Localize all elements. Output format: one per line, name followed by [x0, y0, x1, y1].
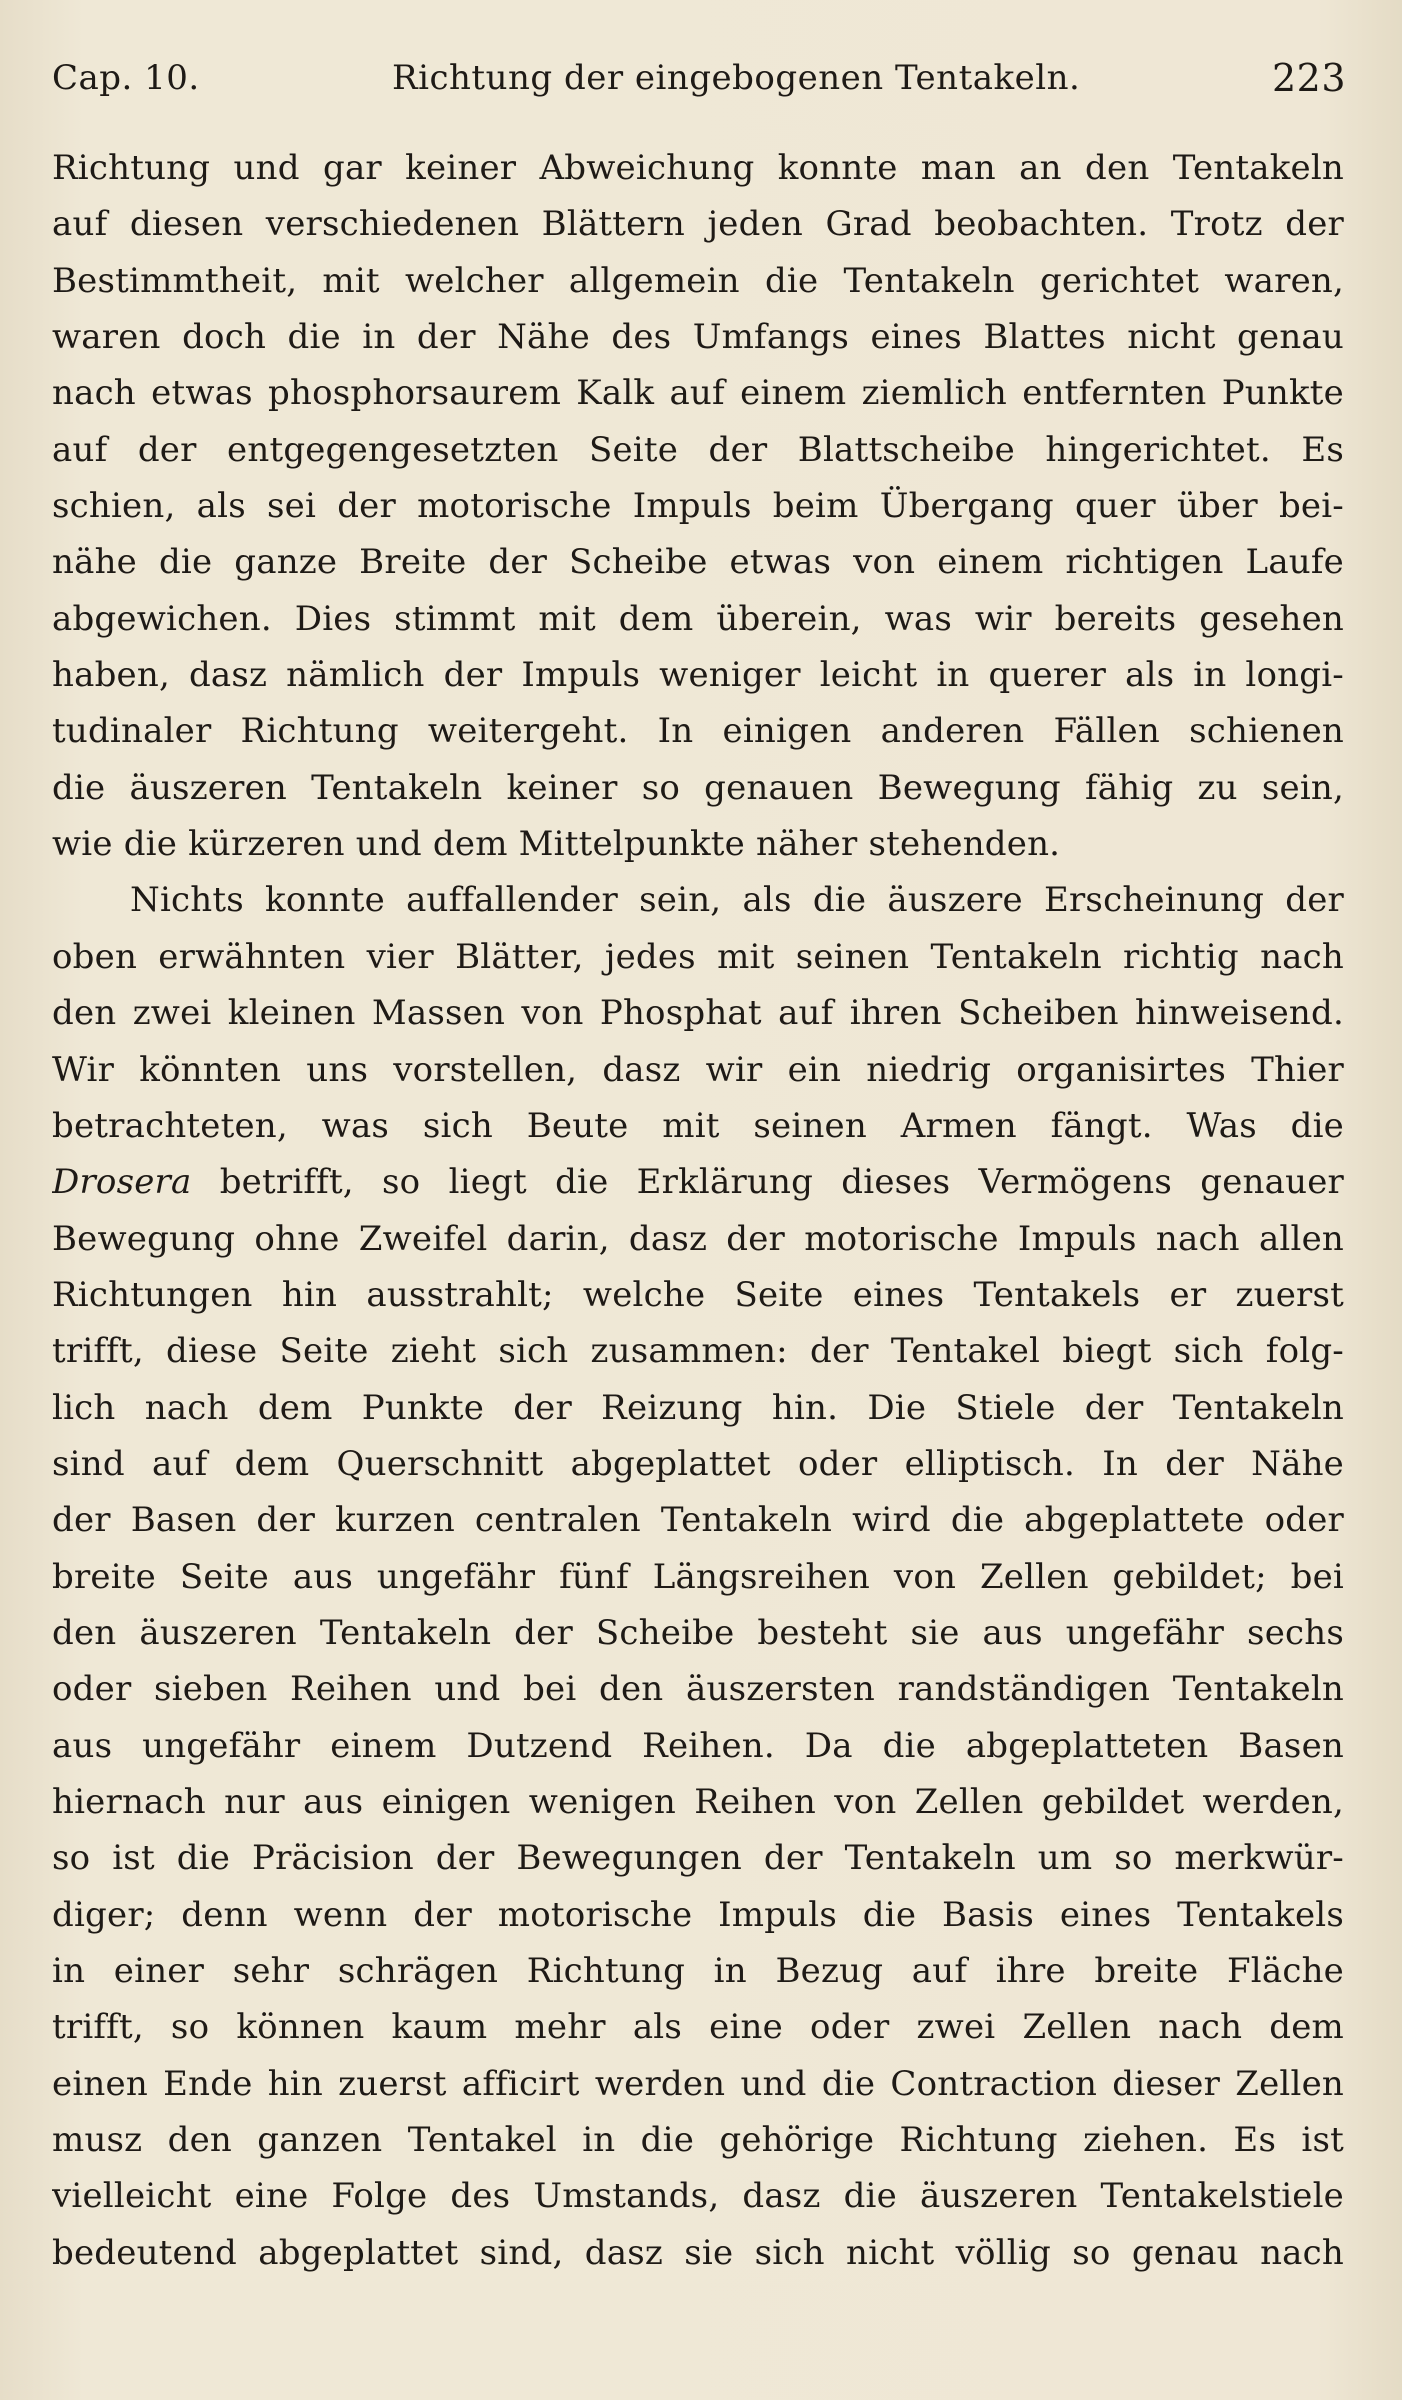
- text-line: hiernach nur aus einigen wenigen Reihen von Zellen gebildet werden,: [52, 1781, 1344, 1822]
- text-line-rest: betrifft, so liegt die Erklärung dieses Vermögens genauer: [191, 1162, 1344, 1203]
- text-line: schien, als sei der motorische Impuls beim Übergang quer über bei-: [52, 486, 1344, 527]
- text-line: den zwei kleinen Massen von Phosphat auf ihren Scheiben hinweisend.: [52, 993, 1344, 1034]
- body-text: [52, 140, 1344, 2281]
- text-line: trifft, so können kaum mehr als eine oder zwei Zellen nach dem: [52, 2007, 1344, 2048]
- text-line: musz den ganzen Tentakel in die gehörige Richtung ziehen. Es ist: [52, 2120, 1344, 2161]
- text-line: diger; denn wenn der motorische Impuls die Basis eines Tentakels: [52, 1894, 1344, 1935]
- text-line: abgewichen. Dies stimmt mit dem überein, was wir bereits gesehen: [52, 598, 1344, 639]
- paragraph-1: [52, 140, 1344, 872]
- text-line: nach etwas phosphorsaurem Kalk auf einem ziemlich entfernten Punkte: [52, 373, 1344, 414]
- chapter-label: Cap. 10.: [52, 58, 200, 98]
- text-line: die äuszeren Tentakeln keiner so genauen Bewegung fähig zu sein,: [52, 767, 1344, 808]
- text-line: Wir könnten uns vorstellen, dasz wir ein niedrig organisirtes Thier: [52, 1049, 1344, 1090]
- text-line: vielleicht eine Folge des Umstands, dasz die äuszeren Tentakelstiele: [52, 2176, 1344, 2217]
- text-line: Richtung und gar keiner Abweichung konnte man an den Tentakeln: [52, 148, 1344, 188]
- text-line: sind auf dem Querschnitt abgeplattet oder elliptisch. In der Nähe: [52, 1443, 1344, 1484]
- text-line: tudinaler Richtung weitergeht. In einigen anderen Fällen schienen: [52, 711, 1344, 752]
- text-line: aus ungefähr einem Dutzend Reihen. Da die abgeplatteten Basen: [52, 1725, 1344, 1766]
- paragraph-2: [52, 872, 1344, 2281]
- text-line: Bewegung ohne Zweifel darin, dasz der motorische Impuls nach allen: [52, 1218, 1344, 1259]
- text-line: trifft, diese Seite zieht sich zusammen: der Tentakel biegt sich folg-: [52, 1331, 1344, 1372]
- page-number: 223: [1271, 56, 1346, 100]
- text-line: waren doch die in der Nähe des Umfangs eines Blattes nicht genau: [52, 317, 1344, 358]
- text-line: betrachteten, was sich Beute mit seinen Armen fängt. Was die: [52, 1105, 1344, 1146]
- text-line: oben erwähnten vier Blätter, jedes mit seinen Tentakeln richtig nach: [52, 936, 1344, 977]
- text-line: nähe die ganze Breite der Scheibe etwas von einem richtigen Laufe: [52, 542, 1344, 583]
- text-line: wie die kürzeren und dem Mittelpunkte näher stehenden.: [52, 824, 1061, 865]
- running-title: Richtung der eingebogenen Tentakeln.: [392, 58, 1081, 98]
- running-header: [52, 50, 1346, 106]
- text-line: haben, dasz nämlich der Impuls weniger leicht in querer als in longi-: [52, 655, 1344, 696]
- text-line: oder sieben Reihen und bei den äuszersten randständigen Tentakeln: [52, 1669, 1344, 1710]
- genus-name: Drosera: [52, 1162, 192, 1203]
- text-line: bedeutend abgeplattet sind, dasz sie sich nicht völlig so genau nach: [52, 2232, 1344, 2273]
- text-line: auf der entgegengesetzten Seite der Blattscheibe hingerichtet. Es: [52, 429, 1344, 470]
- text-line: auf diesen verschiedenen Blättern jeden Grad beobachten. Trotz der: [52, 204, 1344, 245]
- text-line: Richtungen hin ausstrahlt; welche Seite eines Tentakels er zuerst: [52, 1274, 1344, 1315]
- text-line-genus: [52, 1154, 1344, 1210]
- text-line: einen Ende hin zuerst afficirt werden und die Contraction dieser Zellen: [52, 2063, 1344, 2104]
- text-line: Nichts konnte auffallender sein, als die äuszere Erscheinung der: [130, 880, 1344, 921]
- text-line: breite Seite aus ungefähr fünf Längsreihen von Zellen gebildet; bei: [52, 1556, 1344, 1597]
- text-line: in einer sehr schrägen Richtung in Bezug auf ihre breite Fläche: [52, 1951, 1344, 1991]
- text-line: Bestimmtheit, mit welcher allgemein die Tentakeln gerichtet waren,: [52, 260, 1344, 301]
- text-line: so ist die Präcision der Bewegungen der Tentakeln um so merkwür-: [52, 1838, 1344, 1879]
- text-line: den äuszeren Tentakeln der Scheibe besteht sie aus ungefähr sechs: [52, 1612, 1344, 1653]
- text-line: lich nach dem Punkte der Reizung hin. Die Stiele der Tentakeln: [52, 1387, 1344, 1428]
- text-line: der Basen der kurzen centralen Tentakeln wird die abgeplattete oder: [52, 1500, 1344, 1541]
